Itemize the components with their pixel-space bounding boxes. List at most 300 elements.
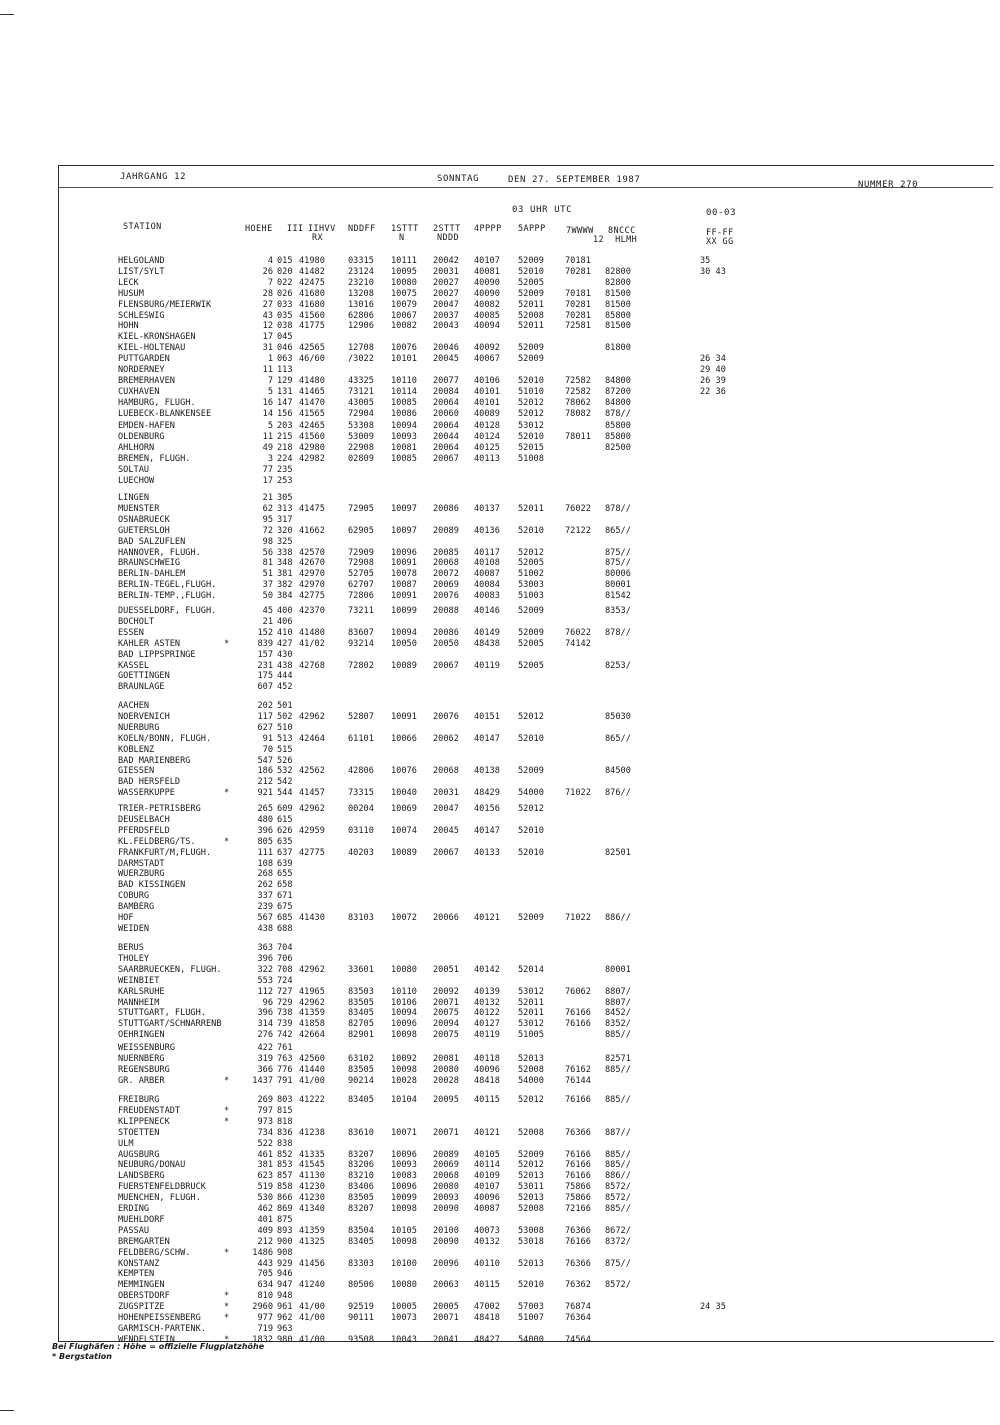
obs-group: 20031 [433, 266, 459, 277]
station-index: 382 [277, 580, 293, 591]
obs-group: 41230 [299, 1182, 325, 1193]
table-row [0, 1269, 1000, 1280]
obs-group: 10066 [391, 733, 417, 744]
weather-group: 76362 [565, 1280, 591, 1291]
weather-group: 76144 [565, 1075, 591, 1086]
obs-group: 20086 [433, 627, 459, 638]
obs-group: 82705 [348, 1019, 374, 1030]
obs-group: 52011 [518, 299, 544, 310]
station-height: 26 [262, 266, 273, 277]
station-index: 513 [277, 733, 293, 744]
station-name: KEMPTEN [118, 1269, 155, 1280]
table-row [0, 943, 1000, 954]
obs-group: 42670 [299, 558, 325, 569]
station-index: 948 [277, 1291, 293, 1302]
footnote-airport: Bei Flughäfen : Höhe = offizielle Flugplatzhöhe [52, 1342, 265, 1351]
obs-group: 54000 [518, 1334, 544, 1345]
obs-group: 10098 [391, 1236, 417, 1247]
table-row [0, 1008, 1000, 1019]
station-height: 45 [262, 606, 273, 616]
observation-time: 03 UHR UTC [512, 205, 573, 215]
table-row [0, 639, 1000, 650]
obs-group: 40127 [474, 1019, 500, 1030]
station-height: 977 [257, 1313, 273, 1323]
obs-group: 41359 [299, 1225, 325, 1236]
obs-group: 40084 [474, 580, 500, 591]
station-name: FUERSTENFELDBRUCK [118, 1182, 206, 1193]
station-name: BRAUNLAGE [118, 682, 165, 693]
station-index: 063 [277, 354, 293, 365]
table-row [0, 580, 1000, 591]
obs-group: 41340 [299, 1204, 325, 1214]
col-2sttt: 2STTT [433, 224, 461, 234]
obs-group: 10104 [391, 1095, 417, 1105]
cloud-group: 8807/ [605, 997, 631, 1008]
station-name: GARMISCH-PARTENK. [118, 1323, 206, 1334]
station-index: 791 [277, 1075, 293, 1086]
obs-group: 52010 [518, 1280, 544, 1291]
weather-group: 72122 [565, 525, 591, 536]
table-row [0, 788, 1000, 799]
table-row [0, 1030, 1000, 1041]
obs-group: 10085 [391, 453, 417, 464]
station-height: 81 [262, 558, 273, 569]
col-7wwww: 7WWWW [566, 226, 594, 236]
obs-group: 20047 [433, 299, 459, 310]
station-height: 797 [257, 1105, 273, 1116]
obs-group: 42962 [299, 804, 325, 814]
station-index: 852 [277, 1149, 293, 1160]
station-name: AACHEN [118, 701, 150, 711]
cloud-group: 8372/ [605, 1236, 631, 1247]
obs-group: 83207 [348, 1204, 374, 1214]
obs-group: 40117 [474, 547, 500, 558]
obs-group: 52013 [518, 1171, 544, 1182]
obs-group: 52009 [518, 606, 544, 616]
cloud-group: 885// [605, 1160, 631, 1171]
obs-group: 40121 [474, 1127, 500, 1138]
obs-group: 83103 [348, 913, 374, 923]
gust-group: 24 35 [700, 1302, 726, 1313]
station-name: KL.FELDBERG/TS. [118, 836, 196, 847]
obs-group: 52012 [518, 547, 544, 558]
table-row [0, 998, 1000, 1009]
station-name: PUTTGARDEN [118, 354, 170, 365]
cloud-group: 887// [605, 1127, 631, 1138]
station-index: 313 [277, 503, 293, 514]
table-row [0, 712, 1000, 723]
obs-group: 10076 [391, 343, 417, 354]
station-height: 607 [257, 682, 273, 693]
cloud-group: 865// [605, 525, 631, 536]
obs-group: 40115 [474, 1095, 500, 1105]
cloud-group: 80006 [605, 569, 631, 580]
station-name: TRIER-PETRISBERG [118, 804, 201, 814]
station-name: NOERVENICH [118, 711, 170, 722]
obs-group: 52009 [518, 1149, 544, 1160]
table-row [0, 1324, 1000, 1335]
station-height: 839 [257, 638, 273, 649]
station-index: 946 [277, 1269, 293, 1280]
station-index: 410 [277, 627, 293, 638]
station-name: BAD SALZUFLEN [118, 536, 186, 547]
table-row [0, 476, 1000, 487]
station-height: 50 [262, 591, 273, 602]
obs-group: 13016 [348, 299, 374, 310]
table-row [0, 1076, 1000, 1087]
station-height: 62 [262, 503, 273, 514]
obs-group: 52012 [518, 1160, 544, 1171]
station-height: 112 [257, 986, 273, 997]
obs-group: 20037 [433, 310, 459, 321]
obs-group: 10097 [391, 503, 417, 514]
obs-group: 40107 [474, 256, 500, 266]
table-row [0, 278, 1000, 289]
table-row [0, 1065, 1000, 1076]
cloud-group: 8572/ [605, 1280, 631, 1291]
cloud-group: 885// [605, 1095, 631, 1105]
station-name: BAD KISSINGEN [118, 880, 186, 891]
table-row [0, 300, 1000, 311]
obs-group: 72904 [348, 408, 374, 419]
station-index: 704 [277, 943, 293, 953]
col-nddff: NDDFF [348, 224, 376, 234]
obs-group: 40132 [474, 997, 500, 1008]
station-height: 11 [262, 431, 273, 442]
station-height: 51 [262, 569, 273, 580]
station-height: 27 [262, 299, 273, 310]
table-row [0, 869, 1000, 880]
station-index: 338 [277, 547, 293, 558]
obs-group: 90214 [348, 1075, 374, 1086]
station-height: 202 [257, 701, 273, 711]
station-height: 16 [262, 397, 273, 408]
table-row [0, 1193, 1000, 1204]
obs-group: 52009 [518, 343, 544, 354]
obs-group: 48427 [474, 1334, 500, 1345]
obs-group: 42560 [299, 1053, 325, 1064]
station-name: NORDERNEY [118, 365, 165, 375]
station-height: 152 [257, 627, 273, 638]
obs-group: 41359 [299, 1008, 325, 1019]
obs-group: 41/00 [299, 1302, 325, 1313]
obs-group: 52008 [518, 310, 544, 321]
obs-group: 40147 [474, 733, 500, 744]
obs-group: 10110 [391, 375, 417, 386]
mountain-station-marker: * [224, 1116, 230, 1127]
station-name: OEHRINGEN [118, 1030, 165, 1041]
date-label: DEN 27. SEPTEMBER 1987 [508, 175, 641, 185]
obs-group: 10096 [391, 1182, 417, 1193]
station-name: BREMEN, FLUGH. [118, 453, 191, 464]
table-row [0, 526, 1000, 537]
station-index: 020 [277, 266, 293, 277]
obs-group: 40125 [474, 442, 500, 453]
obs-group: 20072 [433, 569, 459, 580]
station-name: BOCHOLT [118, 616, 155, 627]
obs-group: 10092 [391, 1053, 417, 1064]
station-index: 858 [277, 1182, 293, 1193]
station-height: 480 [257, 814, 273, 825]
obs-group: 42570 [299, 547, 325, 558]
station-index: 875 [277, 1214, 293, 1225]
obs-group: 20085 [433, 547, 459, 558]
obs-group: 10091 [391, 711, 417, 722]
obs-group: 10067 [391, 310, 417, 321]
station-height: 212 [257, 777, 273, 788]
station-index: 853 [277, 1160, 293, 1171]
obs-group: 10081 [391, 442, 417, 453]
obs-group: 53003 [518, 580, 544, 591]
cloud-group: 885// [605, 1064, 631, 1075]
table-row [0, 398, 1000, 409]
obs-group: 20096 [433, 1258, 459, 1269]
obs-group: 42565 [299, 343, 325, 354]
obs-group: 41/00 [299, 1334, 325, 1345]
table-row [0, 924, 1000, 935]
obs-group: 40136 [474, 525, 500, 536]
obs-group: 10043 [391, 1334, 417, 1345]
obs-group: 20100 [433, 1225, 459, 1236]
issue-number: NUMMER 270 [858, 180, 919, 190]
obs-group: 52005 [518, 638, 544, 649]
station-name: NEUBURG/DONAU [118, 1160, 186, 1171]
obs-group: 82901 [348, 1030, 374, 1041]
cloud-group: 8572/ [605, 1182, 631, 1193]
obs-group: 52009 [518, 627, 544, 638]
station-index: 317 [277, 514, 293, 525]
obs-group: 53012 [518, 986, 544, 997]
obs-group: 40096 [474, 1193, 500, 1204]
station-index: 671 [277, 891, 293, 902]
station-index: 320 [277, 525, 293, 536]
cloud-group: 82800 [605, 266, 631, 277]
obs-group: 52015 [518, 442, 544, 453]
obs-group: 41662 [299, 525, 325, 536]
obs-group: 83206 [348, 1160, 374, 1171]
station-height: 314 [257, 1019, 273, 1030]
obs-group: 40107 [474, 1182, 500, 1193]
obs-group: 40146 [474, 606, 500, 616]
obs-group: 20076 [433, 711, 459, 722]
obs-group: 53012 [518, 421, 544, 431]
obs-group: 41965 [299, 986, 325, 997]
obs-group: 40118 [474, 1053, 500, 1064]
station-index: 836 [277, 1127, 293, 1138]
obs-group: 52010 [518, 825, 544, 836]
station-index: 908 [277, 1247, 293, 1258]
station-name: ERDING [118, 1204, 150, 1214]
obs-group: 42475 [299, 277, 325, 288]
weather-group: 72582 [565, 375, 591, 386]
station-name: LECK [118, 277, 139, 288]
station-name: FREIBURG [118, 1095, 160, 1105]
obs-group: 10072 [391, 913, 417, 923]
obs-group: 40203 [348, 847, 374, 858]
station-name: BAD MARIENBERG [118, 755, 191, 766]
station-index: 962 [277, 1313, 293, 1323]
station-height: 396 [257, 825, 273, 836]
obs-group: 40101 [474, 386, 500, 397]
cloud-group: 80001 [605, 964, 631, 975]
obs-group: 10005 [391, 1302, 417, 1313]
obs-group: 10078 [391, 569, 417, 580]
col-5appp: 5APPP [518, 224, 546, 234]
station-index: 045 [277, 332, 293, 343]
obs-group: 42775 [299, 591, 325, 602]
obs-group: 10110 [391, 986, 417, 997]
station-index: 869 [277, 1204, 293, 1214]
weather-group: 74564 [565, 1334, 591, 1345]
station-index: 203 [277, 421, 293, 431]
station-height: 547 [257, 755, 273, 766]
col-hoehe: HOEHE [245, 224, 273, 234]
obs-group: 20064 [433, 442, 459, 453]
obs-group: 10091 [391, 558, 417, 569]
station-name: STUTTGART/SCHNARRENB [118, 1019, 222, 1030]
table-row [0, 859, 1000, 870]
obs-group: 72806 [348, 591, 374, 602]
obs-group: 20045 [433, 354, 459, 365]
weather-group: 76166 [565, 1160, 591, 1171]
station-height: 409 [257, 1225, 273, 1236]
obs-group: 40137 [474, 503, 500, 514]
obs-group: 52807 [348, 711, 374, 722]
station-height: 98 [262, 536, 273, 547]
cloud-group: 85800 [605, 431, 631, 442]
cloud-group: 878// [605, 503, 631, 514]
obs-group: 52010 [518, 266, 544, 277]
obs-group: 20075 [433, 1030, 459, 1041]
station-name: MUEHLDORF [118, 1214, 165, 1225]
weather-group: 76364 [565, 1313, 591, 1323]
table-row [0, 321, 1000, 332]
table-row [0, 891, 1000, 902]
obs-group: 73315 [348, 788, 374, 799]
obs-group: 20050 [433, 638, 459, 649]
mountain-station-marker: * [224, 1302, 230, 1313]
station-index: 015 [277, 256, 293, 266]
obs-group: 41457 [299, 788, 325, 799]
table-row [0, 1117, 1000, 1128]
obs-group: 20093 [433, 1193, 459, 1204]
cloud-group: 8352/ [605, 1019, 631, 1030]
obs-group: 41470 [299, 397, 325, 408]
station-name: ZUGSPITZE [118, 1302, 165, 1313]
obs-group: 52013 [518, 1193, 544, 1204]
obs-group: 40109 [474, 1171, 500, 1182]
station-index: 893 [277, 1225, 293, 1236]
station-name: LUEBECK-BLANKENSEE [118, 408, 212, 419]
obs-group: 40115 [474, 1280, 500, 1291]
station-height: 396 [257, 1008, 273, 1019]
obs-group: 20027 [433, 277, 459, 288]
obs-group: 20080 [433, 1182, 459, 1193]
station-name: DEUSELBACH [118, 814, 170, 825]
obs-group: 52009 [518, 913, 544, 923]
obs-group: 52013 [518, 1053, 544, 1064]
obs-group: 52011 [518, 321, 544, 332]
station-name: FELDBERG/SCHW. [118, 1247, 191, 1258]
obs-group: 52011 [518, 1008, 544, 1019]
station-index: 947 [277, 1280, 293, 1291]
obs-group: 42962 [299, 964, 325, 975]
obs-group: 53008 [518, 1225, 544, 1236]
obs-group: 40121 [474, 913, 500, 923]
obs-group: 10106 [391, 997, 417, 1008]
station-height: 111 [257, 847, 273, 858]
obs-group: 41325 [299, 1236, 325, 1247]
obs-group: 40085 [474, 310, 500, 321]
table-row [0, 734, 1000, 745]
obs-group: 73121 [348, 386, 374, 397]
obs-group: 20092 [433, 986, 459, 997]
station-index: 655 [277, 869, 293, 880]
obs-group: 40083 [474, 591, 500, 602]
col-iii: III [287, 224, 304, 234]
station-name: SOLTAU [118, 464, 150, 475]
obs-group: 20046 [433, 343, 459, 354]
table-row [0, 454, 1000, 465]
table-row [0, 465, 1000, 476]
table-row [0, 256, 1000, 267]
station-name: SAARBRUECKEN, FLUGH. [118, 964, 222, 975]
obs-group: 83503 [348, 986, 374, 997]
obs-group: 83406 [348, 1182, 374, 1193]
obs-group: 52012 [518, 1095, 544, 1105]
station-name: KAHLER ASTEN [118, 638, 181, 649]
obs-group: 40113 [474, 453, 500, 464]
station-name: GOETTINGEN [118, 671, 170, 682]
obs-group: 10114 [391, 386, 417, 397]
day-label: SONNTAG [437, 174, 480, 184]
weather-group: 76874 [565, 1302, 591, 1313]
station-name: PFERDSFELD [118, 825, 170, 836]
station-name: CUXHAVEN [118, 386, 160, 397]
obs-group: 52005 [518, 558, 544, 569]
gust-group: 22 36 [700, 386, 726, 397]
obs-group: 10083 [391, 1171, 417, 1182]
station-index: 688 [277, 923, 293, 934]
station-name: HOF [118, 913, 134, 923]
obs-group: 51002 [518, 569, 544, 580]
obs-group: 52008 [518, 1127, 544, 1138]
cloud-group: 885// [605, 1149, 631, 1160]
obs-group: 20051 [433, 964, 459, 975]
mountain-station-marker: * [224, 1075, 230, 1086]
cloud-group: 81542 [605, 591, 631, 602]
table-row [0, 617, 1000, 628]
obs-group: 42464 [299, 733, 325, 744]
obs-group: 73211 [348, 606, 374, 616]
obs-group: 10099 [391, 1193, 417, 1204]
station-index: 400 [277, 606, 293, 616]
obs-group: 41465 [299, 386, 325, 397]
obs-group: 41560 [299, 310, 325, 321]
weather-group: 76062 [565, 986, 591, 997]
cloud-group: 8452/ [605, 1008, 631, 1019]
obs-group: 51010 [518, 386, 544, 397]
obs-group: 53012 [518, 1019, 544, 1030]
gust-group: 30 43 [700, 266, 726, 277]
station-index: 305 [277, 493, 293, 503]
obs-group: 83505 [348, 1193, 374, 1204]
gust-group: 29 40 [700, 365, 726, 375]
table-row [0, 913, 1000, 924]
obs-group: 42982 [299, 453, 325, 464]
obs-group: 52012 [518, 804, 544, 814]
station-name: NUERNBERG [118, 1053, 165, 1064]
